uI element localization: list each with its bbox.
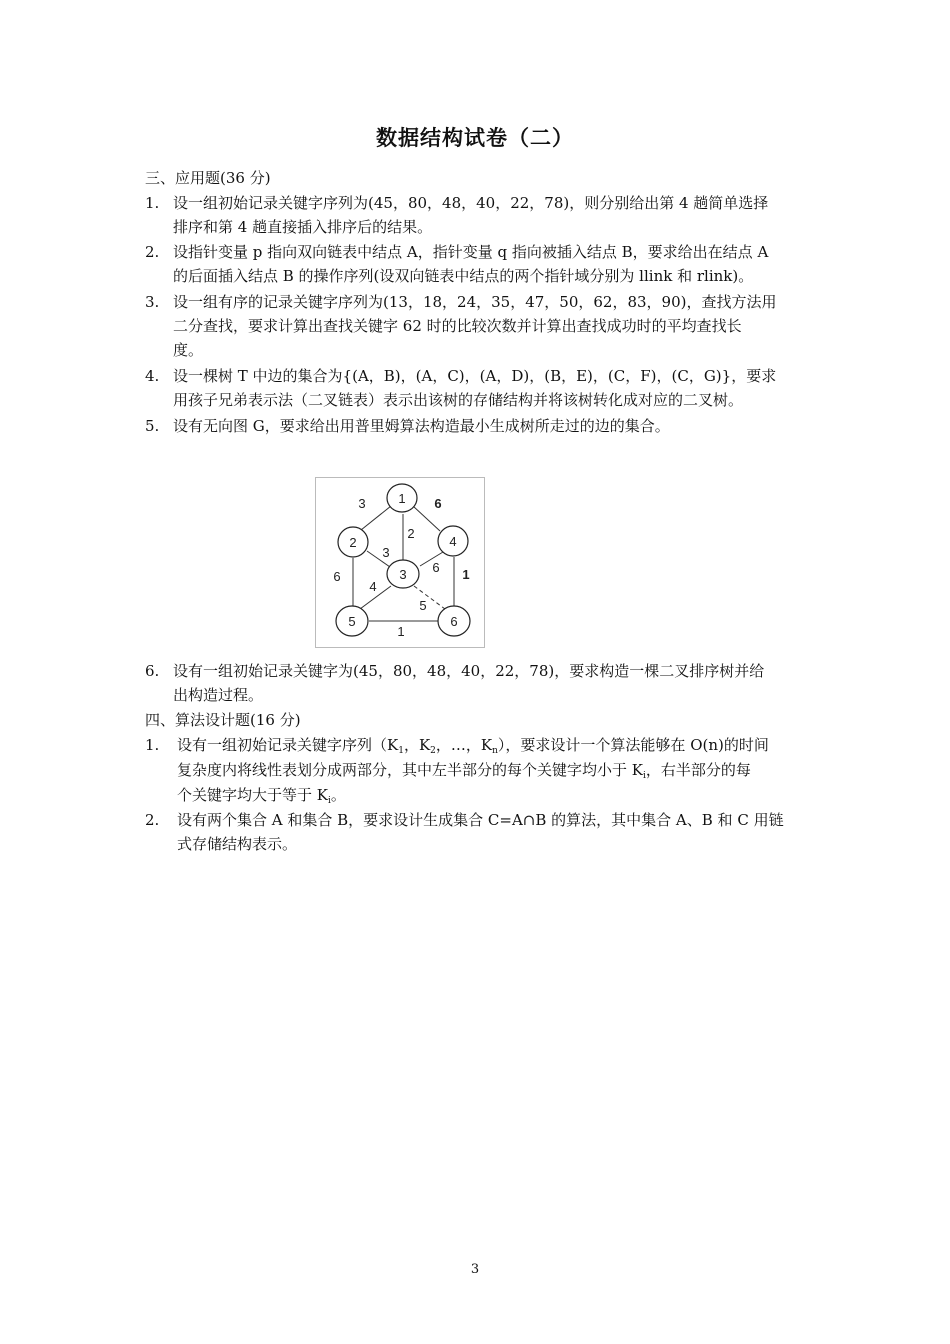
question-text: 设一组有序的记录关键字序列为(13，18，24，35，47，50，62，83，90)，查找方法用 xyxy=(173,293,777,311)
question-text: 设一棵树 T 中边的集合为{(A，B)，(A，C)，(A，D)，(B，E)，(C，F)，(C，G)}，要求 xyxy=(173,367,777,385)
question-text: 排序和第 4 趟直接插入排序后的结果。 xyxy=(173,218,433,236)
graph-node-label: 6 xyxy=(450,614,458,629)
page-title: 数据结构试卷（二） xyxy=(376,126,574,150)
question-text: 二分查找，要求计算出查找关键字 62 时的比较次数并计算出查找成功时的平均查找长 xyxy=(173,317,742,335)
question-number: 5. xyxy=(145,417,160,435)
question-number: 6. xyxy=(145,662,160,680)
graph-svg xyxy=(316,478,486,649)
section-heading-applications: 三、应用题(36 分) xyxy=(145,169,271,187)
graph-edge-weight: 2 xyxy=(407,526,415,541)
graph-edge-weight: 3 xyxy=(358,496,366,511)
graph-edge-weight: 6 xyxy=(432,560,440,575)
graph-edge-weight: 1 xyxy=(462,567,470,582)
graph-edge-weight: 6 xyxy=(434,496,442,511)
question-text: 复杂度内将线性表划分成两部分，其中左半部分的每个关键字均小于 $K_i$，右半部分的每 xyxy=(177,761,751,781)
question-text: 度。 xyxy=(173,341,204,359)
question-number: 3. xyxy=(145,293,160,311)
graph-edge-weight: 3 xyxy=(382,545,390,560)
question-text: 的后面插入结点 B 的操作序列(设双向链表中结点的两个指针域分别为 llink 和 rlink)。 xyxy=(173,267,754,285)
undirected-graph-figure xyxy=(315,477,485,648)
graph-edge-weight: 1 xyxy=(397,624,405,639)
question-text: 设指针变量 p 指向双向链表中结点 A，指针变量 q 指向被插入结点 B，要求给出在结点 A xyxy=(173,243,769,261)
page-number: 3 xyxy=(470,1262,480,1277)
question-text: 出构造过程。 xyxy=(173,686,264,704)
question-text: 设一组初始记录关键字序列为(45，80，48，40，22，78)，则分别给出第 4 趟简单选择 xyxy=(173,194,769,212)
question-number: 4. xyxy=(145,367,160,385)
graph-node-label: 5 xyxy=(348,614,356,629)
question-number: 1. xyxy=(145,194,160,212)
question-text: 设有一组初始记录关键字序列（$K_1$，$K_2$，…，$K_n$），要求设计一个算法能够在 O(n)的时间 xyxy=(177,736,769,756)
graph-edge-weight: 4 xyxy=(369,579,377,594)
question-text: 个关键字均大于等于 $K_i$。 xyxy=(177,786,346,806)
graph-node-label: 2 xyxy=(349,535,357,550)
graph-node-label: 3 xyxy=(399,567,407,582)
graph-node-label: 4 xyxy=(449,534,457,549)
question-text: 用孩子兄弟表示法（二叉链表）表示出该树的存储结构并将该树转化成对应的二叉树。 xyxy=(173,391,744,409)
question-text: 设有无向图 G，要求给出用普里姆算法构造最小生成树所走过的边的集合。 xyxy=(173,417,670,435)
graph-node-label: 1 xyxy=(398,491,406,506)
question-number: 2. xyxy=(145,811,160,829)
question-number: 2. xyxy=(145,243,160,261)
section-heading-algorithm-design: 四、算法设计题(16 分) xyxy=(145,711,301,729)
graph-edge-weight: 5 xyxy=(419,598,427,613)
graph-edge-weight: 6 xyxy=(333,569,341,584)
question-text: 式存储结构表示。 xyxy=(177,835,298,853)
question-number: 1. xyxy=(145,736,160,754)
question-text: 设有一组初始记录关键字为(45，80，48，40，22，78)，要求构造一棵二叉排序树并给 xyxy=(173,662,765,680)
question-text: 设有两个集合 A 和集合 B，要求设计生成集合 C=A∩B 的算法，其中集合 A、B 和 C 用链 xyxy=(177,811,784,829)
